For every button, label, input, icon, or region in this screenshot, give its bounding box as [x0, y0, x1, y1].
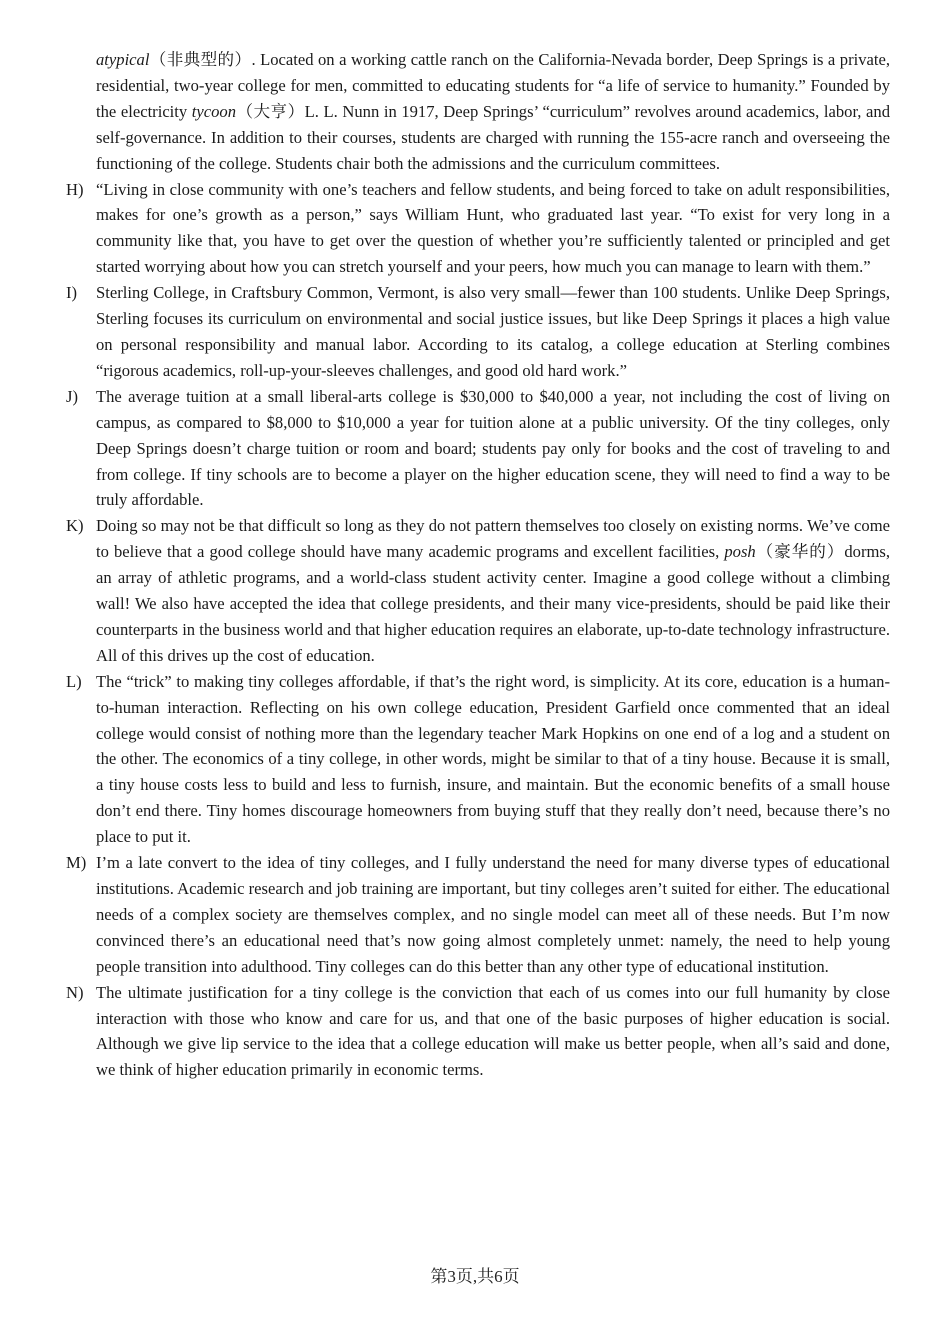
paragraph-text [96, 980, 890, 1084]
paragraph-text [96, 177, 890, 281]
italic-term: tycoon [191, 101, 237, 121]
paragraph-label: M) [66, 853, 87, 873]
page-number: 第3页,共6页 [430, 1267, 520, 1286]
paragraph-label: L) [66, 671, 82, 691]
italic-term: posh [724, 542, 756, 562]
text-segment: （豪华的）dorms, an array of athletic programs, and a world-class student activity center. Imagine a good college without a climbing wall! We also have accepted the idea that college presidents, and their many vice-presidents, should be paid like their counterparts in the business world and that higher education requires an elaborate, up-to-date technology infrastructure. All of this drives up the cost of education. [96, 542, 890, 665]
text-segment: （非典型的）. Located on a working cattle ranch on the California-Nevada border, Deep Springs is a private, residential, two-year college for men, committed to educating students for “a life of service to humanity.” Founded by the electricity [96, 50, 890, 121]
paragraph [66, 177, 890, 281]
paragraph-text [96, 850, 890, 980]
paragraph-label: N) [66, 982, 84, 1002]
text-segment: Sterling College, in Craftsbury Common, Vermont, is also very small—fewer than 100 students. Unlike Deep Springs, Sterling focuses its curriculum on environmental and social justice issues, but like Deep Springs it places a high value on personal responsibility and manual labor. According to its catalog, a college education at Sterling combines “rigorous academics, roll-up-your-sleeves challenges, and good old hard work.” [96, 283, 890, 380]
paragraph-label: I) [66, 283, 78, 303]
paragraph [66, 280, 890, 384]
paragraph [66, 384, 890, 514]
paragraph-text [96, 513, 890, 668]
paragraph [66, 850, 890, 980]
paragraph-text [96, 669, 890, 850]
text-segment: “Living in close community with one’s teachers and fellow students, and being forced to take on adult responsibilities, makes for one’s growth as a person,” says William Hunt, who graduated last year. “To exist for very long in a community like that, you have to get over the question of whether you’re sufficiently talented or principled and get started worrying about how you can stretch yourself and your peers, how much you can manage to learn with them.” [96, 179, 890, 277]
text-segment: （大亨）L. L. Nunn in 1917, Deep Springs’ “curriculum” revolves around academics, labor, and self-governance. In addition to their courses, students are charged with running the 155-acre ranch and overseeing the functioning of the college. Students chair both the admissions and the curriculum committees. [96, 101, 891, 173]
paragraph [66, 669, 890, 850]
text-segment: Doing so may not be that difficult so long as they do not pattern themselves too closely on existing norms. We’ve come to believe that a good college should have many academic programs and excellent facilities, [96, 516, 890, 562]
paragraph-text [96, 280, 890, 384]
paragraph [66, 980, 890, 1084]
paragraph-label: J) [66, 386, 78, 406]
text-segment: The average tuition at a small liberal-arts college is $30,000 to $40,000 a year, not including the cost of living on campus, as compared to $8,000 to $10,000 a year for tuition alone at a public university. Of the tiny colleges, only Deep Springs doesn’t charge tuition or room and board; students pay only for books and the cost of traveling to and from college. If tiny schools are to become a player on the higher education scene, they will need to find a way to be truly affordable. [96, 386, 890, 510]
reading-passage [66, 47, 890, 1083]
text-segment: The ultimate justification for a tiny college is the conviction that each of us comes into our full humanity by close interaction with those who know and care for us, and that one of the basic purposes of higher education is social. Although we give lip service to the idea that a college education will make us better people, when all’s said and done, we think of higher education primarily in economic terms. [96, 982, 890, 1080]
italic-term: atypical [96, 50, 150, 69]
text-segment: I’m a late convert to the idea of tiny colleges, and I fully understand the need for many diverse types of educational institutions. Academic research and job training are important, but tiny colleges aren’t suited for either. The educational needs of a complex society are themselves complex, and no single model can meet all of these needs. But I’m now convinced there’s an educational need that’s now going almost completely unmet: namely, the need to help young people transition into adulthood. Tiny colleges can do this better than any other type of educational institution. [96, 853, 890, 976]
paragraph-text [96, 384, 890, 514]
paragraph [66, 47, 890, 177]
text-segment: The “trick” to making tiny colleges affordable, if that’s the right word, is simplicity. At its core, education is a human-to-human interaction. Reflecting on his own college education, President Garfield once commented that an ideal college would consist of nothing more than the legendary teacher Mark Hopkins on one end of a log and a student on the other. The economics of a tiny college, in other words, might be similar to that of a tiny house. Because it is small, a tiny house costs less to build and less to furnish, insure, and maintain. But the economic benefits of a small house don’t end there. Tiny homes discourage homeowners from buying stuff that they really don’t need, because there’s no place to put it. [96, 671, 890, 847]
paragraph-label: K) [66, 516, 84, 536]
paragraph-label: H) [66, 179, 84, 199]
paragraph-text [96, 47, 890, 177]
paragraph [66, 513, 890, 668]
